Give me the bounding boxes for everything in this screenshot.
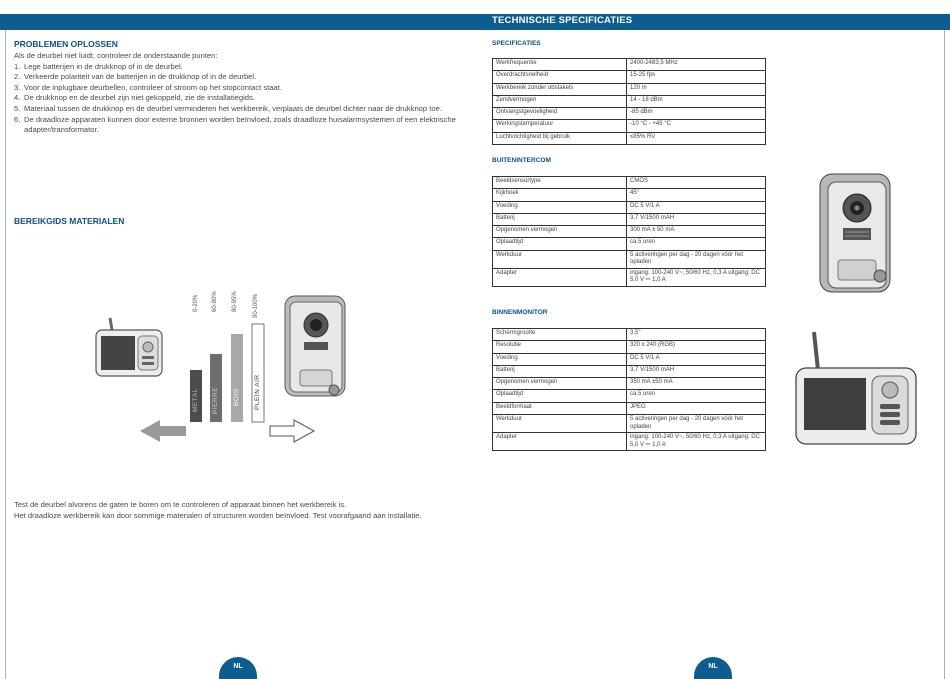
table-row — [493, 341, 766, 353]
spec-key: Ontvangstgevoeligheid — [493, 108, 627, 120]
spec-value: ingang: 100-240 V~, 50/60 Hz, 0,3 A uitgang: DC 5,0 V ⎓ 1,0 A — [627, 433, 766, 451]
table-row — [493, 365, 766, 377]
spec-value: 5 activeringen per dag - 20 dagen vóór het opladen — [627, 415, 766, 433]
spec-key: Oplaadtijd — [493, 238, 627, 250]
item-text: De drukknop en de deurbel zijn niet gekoppeld, zie de installatiegids. — [24, 93, 255, 103]
spec-value: ca.5 uren — [627, 238, 766, 250]
table-row — [493, 353, 766, 365]
item-text: Materiaal tussen de drukknop en de deurbel verminderen het werkbereik, verplaats de deurbel dichter naar de drukknop toe. — [24, 103, 442, 113]
spec-key: Resolutie — [493, 341, 627, 353]
table-row — [493, 378, 766, 390]
specs-title: SPECIFICATIES — [492, 40, 541, 47]
item-number: 1. — [14, 61, 21, 71]
table-row — [493, 213, 766, 225]
table-row — [493, 226, 766, 238]
spec-value: DC 5 V/1 A — [627, 201, 766, 213]
indoor-table — [492, 328, 766, 451]
spec-value: ca.5 uren — [627, 390, 766, 402]
spec-key: Werkbereik zonder obstakels — [493, 83, 627, 95]
spec-key: Werkfrequentie — [493, 59, 627, 71]
spec-key: Werkduur — [493, 250, 627, 268]
arrow-left-icon — [140, 420, 186, 442]
spec-value: DC 5 V/1 A — [627, 353, 766, 365]
list-item — [14, 93, 464, 104]
table-row — [493, 250, 766, 268]
right-page-border — [944, 30, 945, 679]
spec-value: ingang: 100-240 V~, 50/60 Hz, 0,3 A uitgang: DC 5,0 V ⎓ 1,0 A — [627, 268, 766, 286]
outdoor-title: BUITENINTERCOM — [492, 157, 551, 164]
table-row — [493, 83, 766, 95]
list-item — [14, 115, 464, 136]
language-badge: NL — [694, 657, 732, 679]
list-item — [14, 62, 464, 73]
spec-key: Adapter — [493, 433, 627, 451]
arrow-right-icon — [270, 420, 314, 442]
spec-value: ≤85% RV — [627, 132, 766, 144]
material-label: BOIS — [233, 388, 240, 406]
item-number: 5. — [14, 103, 21, 113]
note-line: Het draadloze werkbereik kan door sommige materialen of structuren worden beïnvloed. Test voorafgaand aan installatie. — [14, 510, 422, 520]
percentage-label: 60-80% — [212, 291, 218, 312]
item-text: Lege batterijen in de drukknop of in de deurbel. — [24, 61, 183, 71]
outdoor-unit-image — [818, 172, 893, 294]
page-title: TECHNISCHE SPECIFICATIES — [492, 15, 633, 26]
indoor-title: BINNENMONITOR — [492, 309, 548, 316]
percentage-label: 0-20% — [193, 294, 199, 312]
bar-bois — [231, 334, 243, 422]
spec-key: Batterij — [493, 213, 627, 225]
spec-value: 300 mA ± 50 mA — [627, 226, 766, 238]
spec-value: -85 dBm — [627, 108, 766, 120]
material-label: PIERRE — [212, 386, 219, 414]
spec-value: 45° — [627, 189, 766, 201]
spec-value: 5 activeringen per dag - 20 dagen vóór het opladen — [627, 250, 766, 268]
troubleshooting-title: PROBLEMEN OPLOSSEN — [14, 39, 118, 49]
table-row — [493, 390, 766, 402]
spec-value: JPEG — [627, 402, 766, 414]
spec-value: 14 - 18 dBm — [627, 95, 766, 107]
table-row — [493, 189, 766, 201]
troubleshooting-section — [14, 51, 464, 136]
range-note — [14, 500, 454, 521]
spec-value: 15-25 fps — [627, 71, 766, 83]
spec-key: Werkduur — [493, 415, 627, 433]
table-row — [493, 95, 766, 107]
spec-key: Oplaadtijd — [493, 390, 627, 402]
spec-key: Schermgrootte — [493, 329, 627, 341]
spec-value: 120 m — [627, 83, 766, 95]
spec-value: -10 °C - +45 °C — [627, 120, 766, 132]
monitor-device-image — [96, 318, 162, 376]
item-number: 2. — [14, 72, 21, 82]
material-label: METAL — [192, 388, 199, 412]
table-row — [493, 132, 766, 144]
list-item — [14, 72, 464, 83]
spec-key: Kijkhoek — [493, 189, 627, 201]
table-row — [493, 201, 766, 213]
percentage-label: 80-95% — [232, 291, 238, 312]
material-label: PLEIN AIR — [254, 374, 261, 410]
spec-value: 3,7 V/1500 mAH — [627, 365, 766, 377]
troubleshooting-list — [14, 62, 464, 136]
table-row — [493, 71, 766, 83]
spec-key: Beeldsensortype — [493, 177, 627, 189]
item-text: Voor de inplugbare deurbellen, controleer of stroom op het stopcontact staat. — [24, 82, 282, 92]
doorbell-device-image — [285, 296, 345, 396]
item-text: De draadloze apparaten kunnen door externe bronnen worden beïnvloed, zoals draadloze huisalarmsystemen of een elektrische adapter/transformator. — [24, 114, 456, 135]
table-row — [493, 268, 766, 286]
table-row — [493, 120, 766, 132]
list-item — [14, 83, 464, 94]
table-row — [493, 433, 766, 451]
left-page-border — [5, 30, 6, 679]
spec-value: 350 mA ±50 mA — [627, 378, 766, 390]
list-item — [14, 104, 464, 115]
troubleshooting-intro: Als de deurbel niet luidt, controleer de onderstaande punten: — [14, 51, 218, 60]
spec-key: Opgenomen vermogen — [493, 378, 627, 390]
item-number: 3. — [14, 82, 21, 92]
spec-key: Luchtvochtigheid bij gebruik — [493, 132, 627, 144]
item-text: Verkeerde polariteit van de batterijen in de drukknop of in de deurbel. — [24, 72, 257, 82]
indoor-monitor-image — [792, 328, 920, 448]
header-bar — [0, 14, 950, 30]
table-row — [493, 402, 766, 414]
range-guide-title: BEREIKGIDS MATERIALEN — [14, 216, 125, 226]
item-number: 4. — [14, 93, 21, 103]
spec-key: Zendvermogen — [493, 95, 627, 107]
specs-table — [492, 58, 766, 145]
item-number: 6. — [14, 114, 21, 124]
spec-key: Adapter — [493, 268, 627, 286]
table-row — [493, 415, 766, 433]
spec-key: Beeldformaat — [493, 402, 627, 414]
spec-value: 3,5" — [627, 329, 766, 341]
spec-value: 3,7 V/1500 mAH — [627, 213, 766, 225]
spec-key: Werkingstemperatuur — [493, 120, 627, 132]
spec-key: Voeding — [493, 201, 627, 213]
table-row — [493, 238, 766, 250]
spec-key: Voeding — [493, 353, 627, 365]
spec-key: Batterij — [493, 365, 627, 377]
table-row — [493, 329, 766, 341]
spec-key: Overdrachtsnelheid — [493, 71, 627, 83]
range-illustration — [90, 290, 350, 450]
spec-value: 320 x 240 (RGB) — [627, 341, 766, 353]
spec-value: CMOS — [627, 177, 766, 189]
language-badge: NL — [219, 657, 257, 679]
spec-key: Opgenomen vermogen — [493, 226, 627, 238]
percentage-label: 90-100% — [253, 293, 259, 318]
table-row — [493, 177, 766, 189]
note-line: Test de deurbel alvorens de gaten te boren om te controleren of apparaat binnen het werkbereik is. — [14, 500, 347, 509]
table-row — [493, 59, 766, 71]
outdoor-table — [492, 176, 766, 287]
spec-value: 2400-2483,5 MHz — [627, 59, 766, 71]
table-row — [493, 108, 766, 120]
